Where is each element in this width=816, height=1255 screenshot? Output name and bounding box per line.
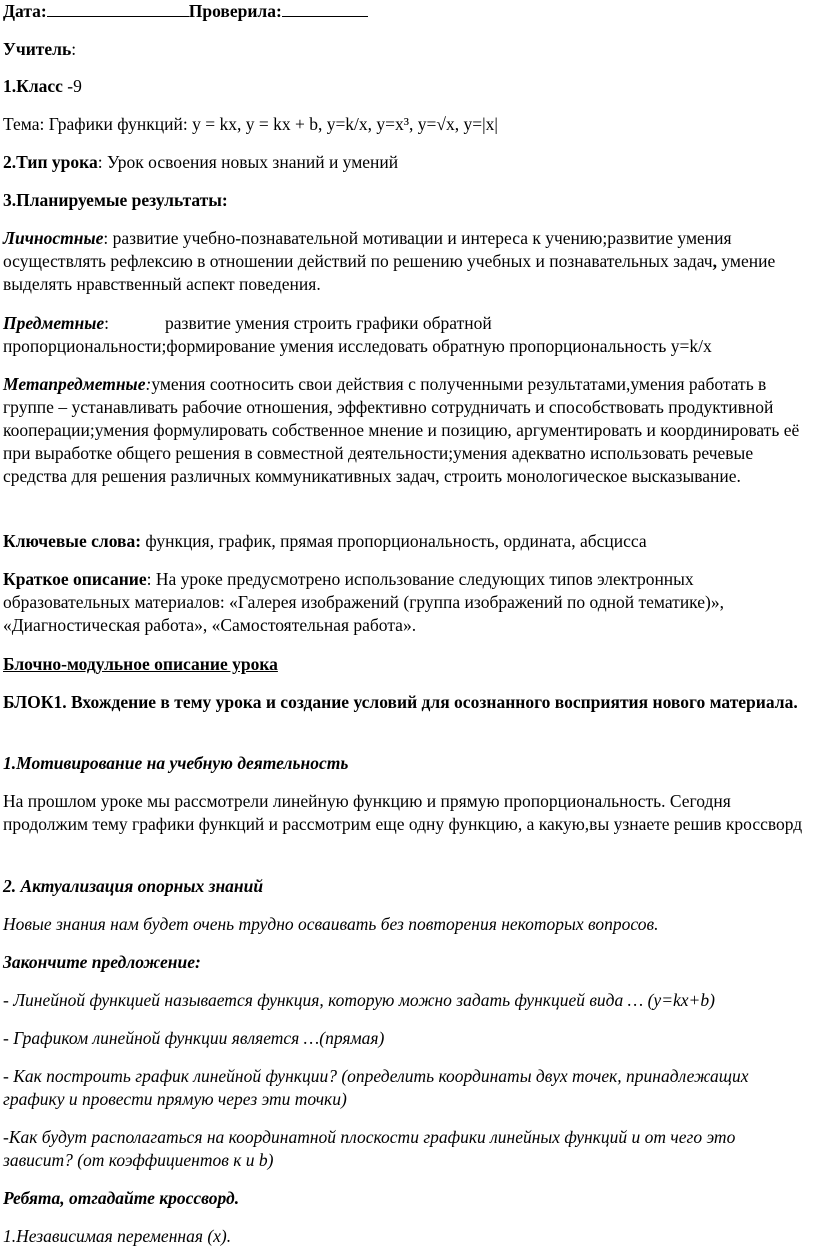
keywords-text: функция, график, прямая пропорциональность, ордината, абсцисса: [141, 531, 647, 551]
date-checked-line: [3, 0, 809, 23]
question-1: - Линейной функцией называется функция, которую можно задать функцией вида … (y=kx+b): [3, 990, 715, 1010]
date-label: Дата:: [3, 1, 47, 21]
meta-colon: :: [145, 374, 152, 394]
motivation-heading: 1.Мотивирование на учебную деятельность: [3, 753, 349, 773]
personal-results: [3, 227, 809, 296]
personal-text: : развитие учебно-познавательной мотивации и интереса к учению;развитие умения осуществлять рефлексию в отношении действий по решению учебных и познавательных задач: [3, 228, 732, 271]
crossword-item-1: 1.Независимая переменная (x).: [3, 1226, 232, 1246]
keywords-label: Ключевые слова:: [3, 531, 142, 551]
subject-line-2: пропорциональности;формирование умения исследовать обратную пропорциональность y=k/x: [3, 336, 712, 356]
subject-label: Предметные: [3, 313, 105, 333]
lesson-type-value: : Урок освоения новых знаний и умений: [97, 152, 399, 172]
teacher-colon: :: [71, 39, 77, 59]
actualization-text: Новые знания нам будет очень трудно осваивать без повторения некоторых вопросов.: [3, 914, 659, 934]
topic-line: Тема: Графики функций: y = kx, y = kx + b, y=k/x, y=x³, y=√x, y=|x|: [3, 114, 498, 134]
keywords-line: [3, 530, 809, 553]
results-heading: 3.Планируемые результаты:: [3, 190, 228, 210]
block1-heading: БЛОК1. Вхождение в тему урока и создание условий для осознанного восприятия нового материала.: [3, 692, 798, 712]
teacher-line: [3, 38, 809, 61]
motivation-text: На прошлом уроке мы рассмотрели линейную функцию и прямую пропорциональность. Сегодня продолжим тему графики функций и рассмотрим еще одну функцию, а какую,вы узнаете решив кроссворд: [3, 791, 803, 834]
summary-paragraph: [3, 568, 809, 637]
question-4: -Как будут располагаться на координатной плоскости графики линейных функций и от чего это зависит? (от коэффициентов к и b): [3, 1127, 736, 1170]
summary-label: Краткое описание: [3, 569, 147, 589]
lesson-type-label: 2.Тип урока: [3, 152, 98, 172]
question-2: - Графиком линейной функции является …(прямая): [3, 1028, 385, 1048]
class-label: 1.Класс: [3, 76, 63, 96]
subject-results: [3, 312, 809, 358]
question-3: - Как построить график линейной функции? (определить координаты двух точек, принадлежащих графику и провести прямую через эти точки): [3, 1066, 749, 1109]
crossword-heading: Ребята, отгадайте кроссворд.: [3, 1188, 240, 1208]
checked-label: Проверила:: [188, 1, 282, 21]
subject-colon: :: [104, 313, 110, 333]
meta-label: Метапредметные: [3, 374, 146, 394]
module-heading: Блочно-модульное описание урока: [3, 654, 278, 674]
class-value: -9: [62, 76, 82, 96]
lesson-type-line: [3, 151, 809, 174]
personal-text-2: умение выделять нравственный аспект поведения.: [3, 251, 776, 294]
actualization-heading: 2. Актуализация опорных знаний: [3, 876, 264, 896]
meta-results: [3, 373, 809, 488]
personal-comma: ,: [712, 251, 717, 271]
class-line: [3, 75, 809, 98]
subject-line-1: развитие умения строить графики обратной: [165, 313, 492, 333]
finish-sentence-heading: Закончите предложение:: [3, 952, 201, 972]
date-blank: [47, 1, 189, 17]
meta-text: умения соотносить свои действия с полученными результатами,умения работать в группе – устанавливать рабочие отношения, эффективно сотрудничать и способствовать продуктивной кооперации;умения формулировать собственное мнение и позицию, аргументировать и координировать её при выработке общего решения в совместной деятельности;умения адекватно использовать речевые средства для решения различных коммуникативных задач, строить монологическое высказывание.: [3, 374, 800, 486]
personal-label: Личностные: [3, 228, 104, 248]
teacher-label: Учитель: [3, 39, 72, 59]
summary-text: : На уроке предусмотрено использование следующих типов электронных образовательных материалов: «Галерея изображений (группа изображений по одной тематике)», «Диагностическая работа», «Самостоятельная работа».: [3, 569, 724, 635]
checked-blank: [282, 1, 368, 17]
